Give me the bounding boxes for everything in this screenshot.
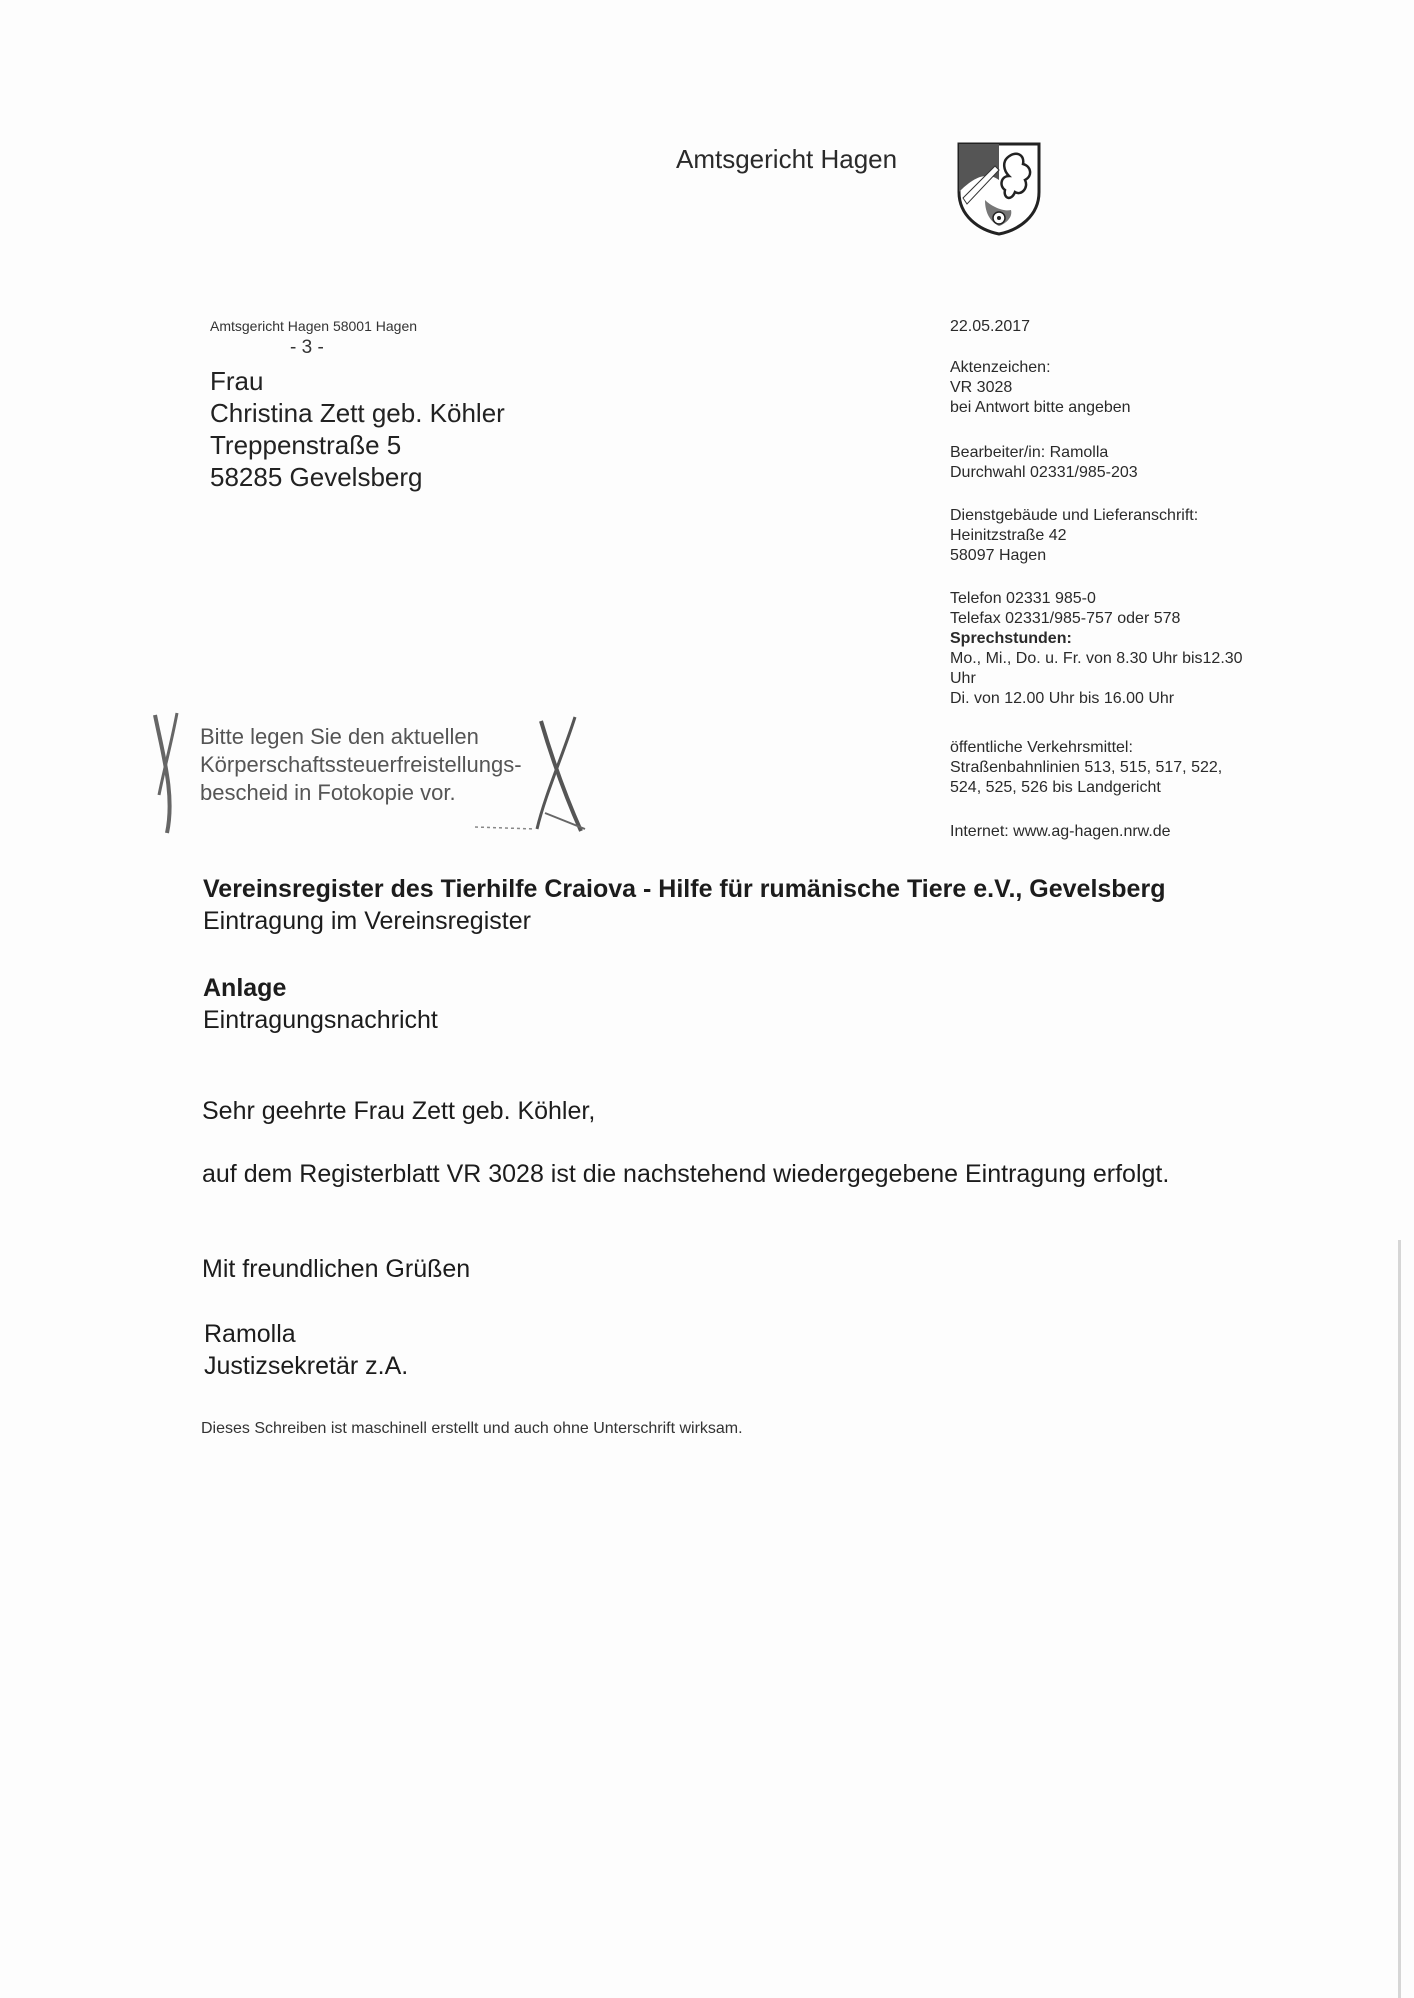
letter-closing: Mit freundlichen Grüßen (202, 1255, 471, 1283)
fax-number: Telefax 02331/985-757 oder 578 (950, 610, 1181, 627)
recipient-name: Christina Zett geb. Köhler (210, 398, 505, 428)
attachment-value: Eintragungsnachricht (203, 1006, 438, 1034)
hand-stamp (145, 705, 605, 840)
office-hours-1: Mo., Mi., Do. u. Fr. von 8.30 Uhr bis12.30 (950, 650, 1243, 667)
transit-block (950, 738, 1222, 798)
signer-name: Ramolla (204, 1320, 296, 1348)
recipient-city: 58285 Gevelsberg (210, 462, 423, 492)
recipient-address (210, 365, 505, 493)
recipient-street: Treppenstraße 5 (210, 430, 402, 460)
attachment-label: Anlage (203, 974, 287, 1002)
page-number: - 3 - (290, 337, 324, 358)
signer-block (204, 1318, 408, 1382)
clerk-name: Bearbeiter/in: Ramolla (950, 444, 1109, 461)
signer-title: Justizsekretär z.A. (204, 1352, 409, 1380)
transit-lines: Straßenbahnlinien 513, 515, 517, 522, (950, 759, 1223, 776)
nrw-coat-of-arms-icon (955, 140, 1043, 236)
subject-subtitle: Eintragung im Vereinsregister (203, 907, 531, 935)
office-address-label: Dienstgebäude und Lieferanschrift: (950, 507, 1199, 524)
stamp-text (200, 723, 522, 807)
office-hours-2: Di. von 12.00 Uhr bis 16.00 Uhr (950, 690, 1175, 707)
clerk-block (950, 443, 1138, 483)
letter-body: auf dem Registerblatt VR 3028 ist die nachstehend wiedergegebene Eintragung erfolgt. (202, 1160, 1170, 1188)
internet-address: Internet: www.ag-hagen.nrw.de (950, 823, 1171, 840)
reference-hint: bei Antwort bitte angeben (950, 399, 1131, 416)
office-hours-label: Sprechstunden: (950, 630, 1072, 647)
reference-block (950, 358, 1131, 418)
scan-edge-line (1398, 1240, 1401, 1998)
stamp-line-1: Bitte legen Sie den aktuellen (200, 724, 479, 749)
office-hours-1-cont: Uhr (950, 670, 976, 687)
transit-label: öffentliche Verkehrsmittel: (950, 739, 1133, 756)
recipient-salutation: Frau (210, 366, 264, 396)
transit-lines-cont: 524, 525, 526 bis Landgericht (950, 779, 1161, 796)
stamp-line-2: Körperschaftssteuerfreistellungs- (200, 752, 522, 777)
direct-line: Durchwahl 02331/985-203 (950, 464, 1138, 481)
office-address-street: Heinitzstraße 42 (950, 527, 1067, 544)
reference-label: Aktenzeichen: (950, 359, 1051, 376)
contact-block (950, 589, 1243, 709)
phone-number: Telefon 02331 985-0 (950, 590, 1096, 607)
letter-salutation: Sehr geehrte Frau Zett geb. Köhler, (202, 1097, 596, 1125)
machine-generated-note: Dieses Schreiben ist maschinell erstellt und auch ohne Unterschrift wirksam. (201, 1420, 743, 1437)
reference-value: VR 3028 (950, 379, 1013, 396)
letter-date: 22.05.2017 (950, 318, 1031, 335)
office-address-city: 58097 Hagen (950, 547, 1047, 564)
court-name: Amtsgericht Hagen (676, 144, 898, 174)
sender-return-address: Amtsgericht Hagen 58001 Hagen (210, 318, 418, 334)
subject-block (203, 873, 1165, 937)
stamp-line-3: bescheid in Fotokopie vor. (200, 780, 456, 805)
attachment-block (203, 972, 438, 1036)
subject-title: Vereinsregister des Tierhilfe Craiova - Hilfe für rumänische Tiere e.V., Gevelsberg (203, 875, 1166, 903)
office-address-block (950, 506, 1198, 566)
